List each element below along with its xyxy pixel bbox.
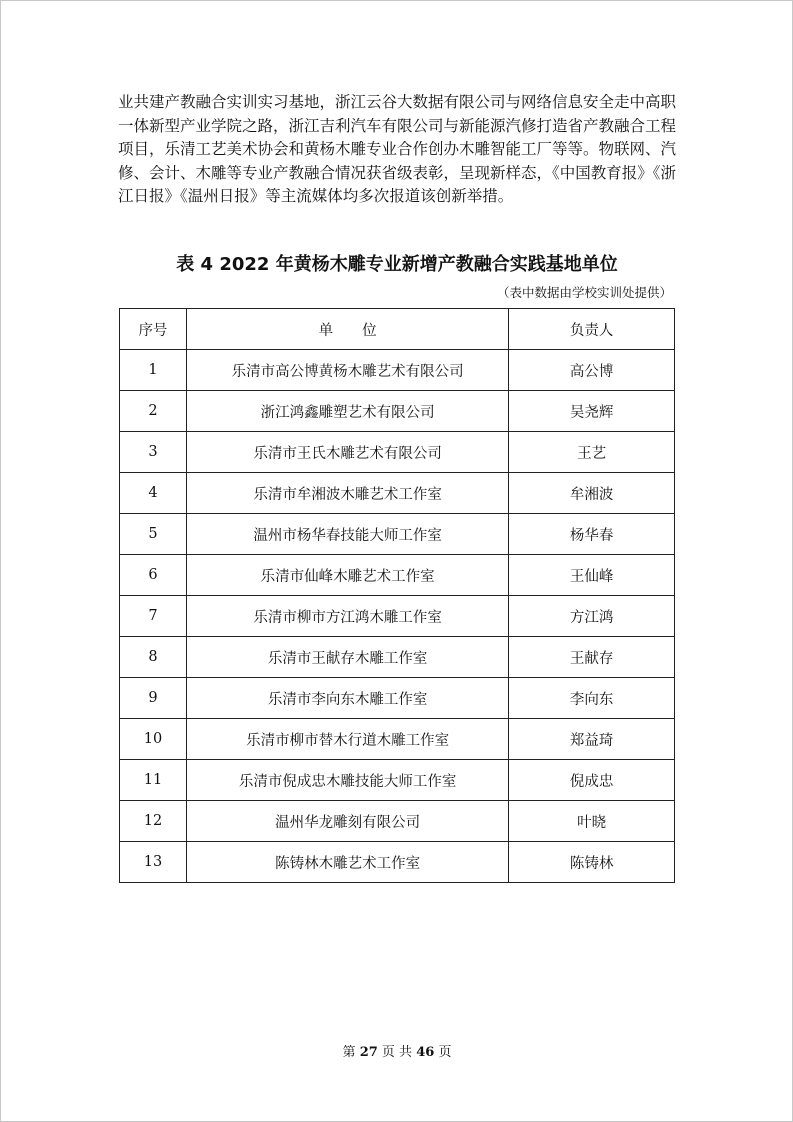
cell-no: 4 bbox=[120, 473, 187, 514]
cell-no: 5 bbox=[120, 514, 187, 555]
cell-unit: 乐清市李向东木雕工作室 bbox=[186, 678, 508, 719]
table-row bbox=[120, 350, 675, 391]
table-row bbox=[120, 801, 675, 842]
cell-unit: 乐清市柳市替木行道木雕工作室 bbox=[186, 719, 508, 760]
cell-person: 杨华春 bbox=[509, 514, 675, 555]
cell-unit: 陈铸林木雕艺术工作室 bbox=[186, 842, 508, 883]
table-header-row bbox=[120, 309, 675, 350]
cell-unit: 乐清市王献存木雕工作室 bbox=[186, 637, 508, 678]
page-footer bbox=[118, 1044, 676, 1062]
table-source-note: （表中数据由学校实训处提供） bbox=[496, 285, 672, 300]
cell-unit: 温州华龙雕刻有限公司 bbox=[186, 801, 508, 842]
cell-person: 王献存 bbox=[509, 637, 675, 678]
cell-no: 1 bbox=[120, 350, 187, 391]
cell-no: 9 bbox=[120, 678, 187, 719]
cell-unit: 乐清市仙峰木雕艺术工作室 bbox=[186, 555, 508, 596]
cell-unit: 温州市杨华春技能大师工作室 bbox=[186, 514, 508, 555]
cell-unit: 乐清市倪成忠木雕技能大师工作室 bbox=[186, 760, 508, 801]
header-no: 序号 bbox=[120, 309, 187, 350]
table-row bbox=[120, 719, 675, 760]
cell-person: 方江鸿 bbox=[509, 596, 675, 637]
table-row bbox=[120, 678, 675, 719]
cell-person: 吴尧辉 bbox=[509, 391, 675, 432]
table-row bbox=[120, 555, 675, 596]
table-row bbox=[120, 514, 675, 555]
cell-no: 12 bbox=[120, 801, 187, 842]
cell-person: 牟湘波 bbox=[509, 473, 675, 514]
cell-unit: 乐清市牟湘波木雕艺术工作室 bbox=[186, 473, 508, 514]
cell-no: 13 bbox=[120, 842, 187, 883]
table-row bbox=[120, 637, 675, 678]
footer-total-pages: 46 bbox=[416, 1045, 435, 1060]
cell-person: 倪成忠 bbox=[509, 760, 675, 801]
footer-middle: 页 共 bbox=[381, 1045, 413, 1060]
cell-person: 高公博 bbox=[509, 350, 675, 391]
practice-base-table bbox=[119, 308, 675, 883]
footer-suffix: 页 bbox=[438, 1045, 452, 1060]
table-title: 表 4 2022 年黄杨木雕专业新增产教融合实践基地单位 bbox=[176, 254, 618, 275]
cell-no: 8 bbox=[120, 637, 187, 678]
cell-no: 7 bbox=[120, 596, 187, 637]
footer-prefix: 第 bbox=[342, 1045, 356, 1060]
cell-person: 叶晓 bbox=[509, 801, 675, 842]
cell-unit: 浙江鸿鑫雕塑艺术有限公司 bbox=[186, 391, 508, 432]
intro-paragraph: 业共建产教融合实训实习基地，浙江云谷大数据有限公司与网络信息安全走中高职一体新型产业学院之路，浙江吉利汽车有限公司与新能源汽修打造省产教融合工程项目，乐清工艺美术协会和黄杨木雕专业合作创办木雕智能工厂等等。物联网、汽修、会计、木雕等专业产教融合情况获省级表彰，呈现新样态，《中国教育报》《浙江日报》《温州日报》等主流媒体均多次报道该创新举措。 bbox=[118, 93, 677, 205]
header-unit: 单 位 bbox=[186, 309, 508, 350]
footer-page-number: 27 bbox=[359, 1045, 378, 1060]
header-person: 负责人 bbox=[509, 309, 675, 350]
table-row bbox=[120, 596, 675, 637]
table-row bbox=[120, 432, 675, 473]
cell-no: 10 bbox=[120, 719, 187, 760]
intro-section bbox=[118, 91, 676, 209]
cell-person: 郑益琦 bbox=[509, 719, 675, 760]
cell-no: 2 bbox=[120, 391, 187, 432]
table-row bbox=[120, 391, 675, 432]
cell-unit: 乐清市柳市方江鸿木雕工作室 bbox=[186, 596, 508, 637]
cell-no: 6 bbox=[120, 555, 187, 596]
table-row bbox=[120, 842, 675, 883]
table-row bbox=[120, 760, 675, 801]
cell-unit: 乐清市高公博黄杨木雕艺术有限公司 bbox=[186, 350, 508, 391]
cell-person: 王艺 bbox=[509, 432, 675, 473]
cell-person: 李向东 bbox=[509, 678, 675, 719]
cell-unit: 乐清市王氏木雕艺术有限公司 bbox=[186, 432, 508, 473]
cell-person: 陈铸林 bbox=[509, 842, 675, 883]
table-row bbox=[120, 473, 675, 514]
cell-person: 王仙峰 bbox=[509, 555, 675, 596]
cell-no: 11 bbox=[120, 760, 187, 801]
cell-no: 3 bbox=[120, 432, 187, 473]
